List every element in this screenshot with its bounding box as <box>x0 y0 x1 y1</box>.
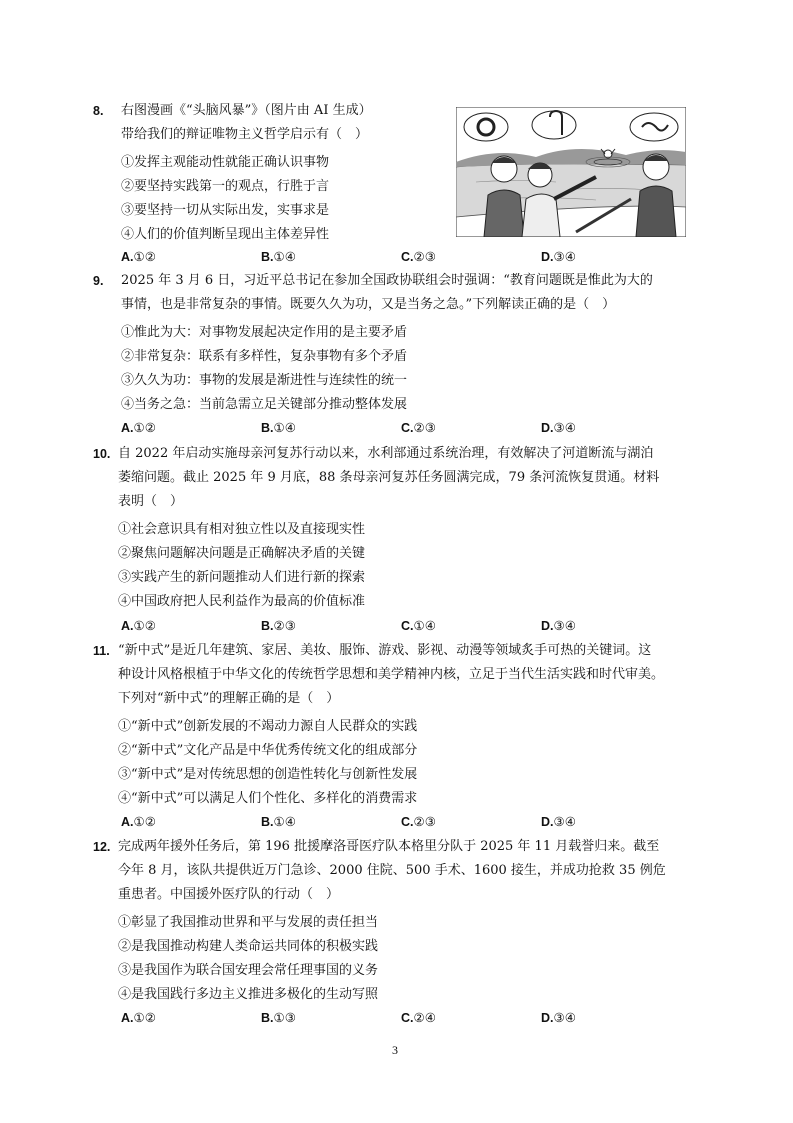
question-number: 9. <box>93 274 104 288</box>
statement-item: ③久久为功：事物的发展是渐进性与连续性的统一 <box>121 373 408 388</box>
statement-item: ④中国政府把人民利益作为最高的价值标准 <box>118 594 366 609</box>
statement-item: ①发挥主观能动性就能正确认识事物 <box>121 155 330 170</box>
option-a[interactable]: A.①② <box>121 1011 156 1025</box>
statement-item: ③“新中式”是对传统思想的创造性转化与创新性发展 <box>118 767 418 782</box>
statement-item: ④是我国践行多边主义推进多极化的生动写照 <box>118 987 379 1002</box>
statement-item: ③实践产生的新问题推动人们进行新的探索 <box>118 570 366 585</box>
question-number: 12. <box>93 840 111 854</box>
statement-item: ①彰显了我国推动世界和平与发展的责任担当 <box>118 915 379 930</box>
option-b[interactable]: B.①④ <box>261 250 296 264</box>
question-number: 8. <box>93 104 104 118</box>
option-a[interactable]: A.①② <box>121 421 156 435</box>
option-d[interactable]: D.③④ <box>541 421 576 435</box>
statement-item: ②聚焦问题解决问题是正确解决矛盾的关键 <box>118 546 366 561</box>
statement-item: ②非常复杂：联系有多样性，复杂事物有多个矛盾 <box>121 349 408 364</box>
option-b[interactable]: B.①④ <box>261 815 296 829</box>
question-stem-line: 萎缩问题。截止 2025 年 9 月底，88 条母亲河复苏任务圆满完成，79 条河流恢复贯通。材料 <box>118 470 660 485</box>
question-stem-line: 表明（ ） <box>118 494 184 509</box>
statement-item: ③要坚持一切从实际出发，实事求是 <box>121 203 330 218</box>
option-b[interactable]: B.①④ <box>261 421 296 435</box>
question-stem-line: 事情，也是非常复杂的事情。既要久久为功，又是当务之急。”下列解读正确的是（ ） <box>121 297 616 312</box>
question-stem-line: 自 2022 年启动实施母亲河复苏行动以来，水利部通过系统治理，有效解决了河道断流与湖泊 <box>118 446 654 461</box>
option-c[interactable]: C.②④ <box>401 1011 436 1025</box>
option-d[interactable]: D.③④ <box>541 619 576 633</box>
statement-item: ④当务之急：当前急需立足关键部分推动整体发展 <box>121 397 408 412</box>
question-number: 10. <box>93 447 111 461</box>
question-stem-line: 右图漫画《“头脑风暴”》（图片由 AI 生成） <box>121 103 372 118</box>
option-d[interactable]: D.③④ <box>541 815 576 829</box>
option-b[interactable]: B.②③ <box>261 619 296 633</box>
statement-item: ③是我国作为联合国安理会常任理事国的义务 <box>118 963 379 978</box>
question-stem-line: 种设计风格根植于中华文化的传统哲学思想和美学精神内核，立足于当代生活实践和时代审美。 <box>118 667 665 682</box>
question-stem-line: 带给我们的辩证唯物主义哲学启示有（ ） <box>121 127 369 142</box>
option-c[interactable]: C.②③ <box>401 815 436 829</box>
statement-item: ①社会意识具有相对独立性以及直接现实性 <box>118 522 366 537</box>
option-a[interactable]: A.①② <box>121 619 156 633</box>
statement-item: ②是我国推动构建人类命运共同体的积极实践 <box>118 939 379 954</box>
question-stem-line: 重患者。中国援外医疗队的行动（ ） <box>118 887 340 902</box>
question-stem-line: 下列对“新中式”的理解正确的是（ ） <box>118 691 340 706</box>
question-stem-line: 今年 8 月，该队共提供近万门急诊、2000 住院、500 手术、1600 接生，并成功抢救 35 例危 <box>118 863 666 878</box>
question-stem-line: 完成两年援外任务后，第 196 批援摩洛哥医疗队本格里分队于 2025 年 11 月载誉归来。截至 <box>118 839 660 854</box>
option-a[interactable]: A.①② <box>121 250 156 264</box>
option-d[interactable]: D.③④ <box>541 250 576 264</box>
cartoon-brainstorm-image <box>456 107 686 237</box>
option-a[interactable]: A.①② <box>121 815 156 829</box>
question-number: 11. <box>93 644 110 658</box>
statement-item: ①惟此为大：对事物发展起决定作用的是主要矛盾 <box>121 325 408 340</box>
question-stem-line: 2025 年 3 月 6 日，习近平总书记在参加全国政协联组会时强调：“教育问题既是惟此为大的 <box>121 273 653 288</box>
option-c[interactable]: C.①④ <box>401 619 436 633</box>
option-c[interactable]: C.②③ <box>401 421 436 435</box>
option-d[interactable]: D.③④ <box>541 1011 576 1025</box>
statement-item: ②要坚持实践第一的观点，行胜于言 <box>121 179 330 194</box>
statement-item: ①“新中式”创新发展的不竭动力源自人民群众的实践 <box>118 719 418 734</box>
statement-item: ④“新中式”可以满足人们个性化、多样化的消费需求 <box>118 791 418 806</box>
option-b[interactable]: B.①③ <box>261 1011 296 1025</box>
statement-item: ②“新中式”文化产品是中华优秀传统文化的组成部分 <box>118 743 418 758</box>
option-c[interactable]: C.②③ <box>401 250 436 264</box>
page-number: 3 <box>392 1043 398 1057</box>
question-stem-line: “新中式”是近几年建筑、家居、美妆、服饰、游戏、影视、动漫等领域炙手可热的关键词。这 <box>118 643 652 658</box>
statement-item: ④人们的价值判断呈现出主体差异性 <box>121 227 330 242</box>
